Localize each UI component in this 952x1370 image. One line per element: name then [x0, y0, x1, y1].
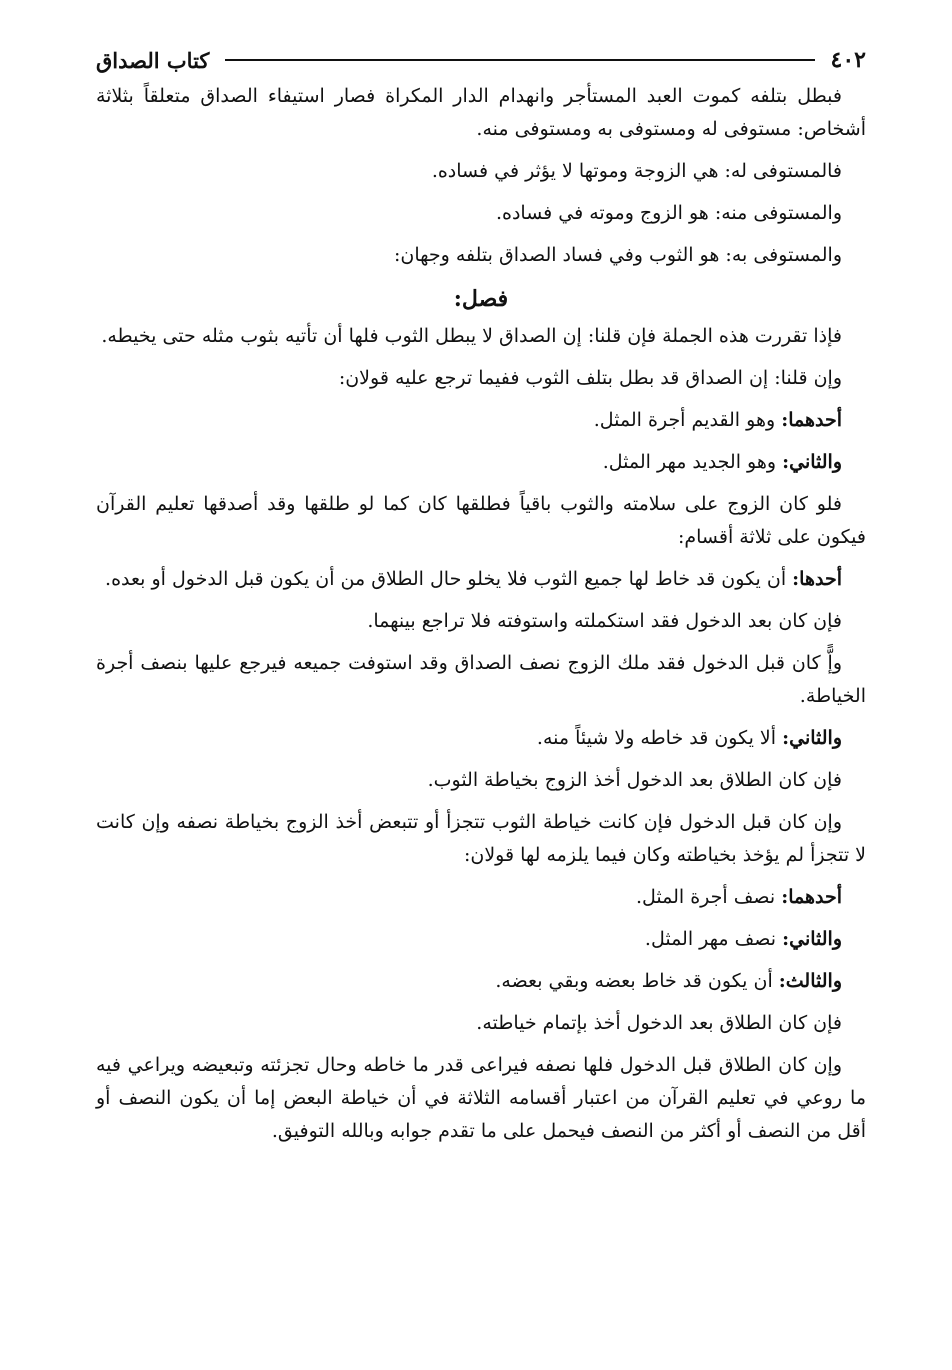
page: [96, 40, 866, 1148]
paragraph: فبطل بتلفه كموت العبد المستأجر وانهدام الدار المكراة فصار استيفاء الصداق متعلقاً بثلاثة أشخاص: مستوفى له ومستوفى به ومستوفى منه.: [96, 85, 866, 140]
paragraph: وإًّ كان قبل الدخول فقد ملك الزوج نصف الصداق وقد استوفت جميعه فيرجع عليها بنصف أجرة الخياطة.: [96, 652, 866, 707]
paragraph: والثاني: نصف مهر المثل.: [644, 928, 842, 950]
paragraph-lead: أحدها:: [792, 568, 842, 590]
book-title: كتاب الصداق: [96, 47, 210, 73]
paragraph: وإن كان قبل الدخول فإن كانت خياطة الثوب تتجزأ أو تتبعض أخذ الزوج بخياطة نصفه وإن كانت لا تتجزأ لم يؤخذ بخياطته وكان فيما يلزمه لها قولان:: [96, 811, 866, 866]
page-header: [96, 40, 866, 80]
paragraph: فإن كان بعد الدخول فقد استكملته واستوفته فلا تراجع بينهما.: [367, 610, 842, 632]
paragraph: والثاني: وهو الجديد مهر المثل.: [602, 451, 842, 473]
paragraph-lead: والثالث:: [778, 970, 842, 992]
paragraph: والثالث: أن يكون قد خاط بعضه وبقي بعضه.: [495, 970, 842, 992]
paragraph: والثاني: ألا يكون قد خاطه ولا شيئاً منه.: [536, 727, 842, 749]
paragraph: والمستوفى منه: هو الزوج وموته في فساده.: [495, 202, 842, 224]
paragraph: فالمستوفى له: هي الزوجة وموتها لا يؤثر في فساده.: [431, 160, 842, 182]
paragraph: أحدها: أن يكون قد خاط لها جميع الثوب فلا يخلو حال الطلاق من أن يكون قبل الدخول أو بعده.: [105, 568, 842, 590]
paragraph: فإذا تقررت هذه الجملة فإن قلنا: إن الصداق لا يبطل الثوب فلها أن تأتيه بثوب مثله حتى يخيطه.: [101, 325, 842, 347]
paragraph-lead: والثاني:: [782, 727, 842, 749]
paragraph: وإن قلنا: إن الصداق قد بطل بتلف الثوب ففيما ترجع عليه قولان:: [338, 367, 842, 389]
paragraph: فإن كان الطلاق بعد الدخول أخذ بإتمام خياطته.: [476, 1012, 842, 1034]
paragraph-lead: والثاني:: [782, 928, 842, 950]
header-rule: [225, 59, 814, 61]
paragraph: والمستوفى به: هو الثوب وفي فساد الصداق بتلفه وجهان:: [393, 244, 842, 266]
paragraph: فلو كان الزوج على سلامته والثوب باقياً فطلقها كان كما لو طلقها وقد أصدقها تعليم القرآن فيكون على ثلاثة أقسام:: [96, 493, 866, 548]
paragraph: وإن كان الطلاق قبل الدخول فلها نصفه فيراعى قدر ما خاطه وحال تجزئته وتبعيضه ويراعي فيه ما روعي في تعليم القرآن من اعتبار أقسامه الثلاثة في أن خياطة البعض إما أن يكون النصف أو أقل من النصف أو أكثر من النصف فيحمل على ما تقدم جوابه وبالله التوفيق.: [96, 1054, 866, 1142]
paragraph-lead: والثاني:: [782, 451, 842, 473]
paragraph: أحدهما: وهو القديم أجرة المثل.: [593, 409, 842, 431]
paragraph: فإن كان الطلاق بعد الدخول أخذ الزوج بخياطة الثوب.: [427, 769, 842, 791]
body-text: [96, 80, 866, 1148]
page-number: ٤٠٢: [830, 47, 866, 73]
paragraph-lead: أحدهما:: [781, 886, 842, 908]
paragraph: أحدهما: نصف أجرة المثل.: [635, 886, 842, 908]
paragraph-lead: أحدهما:: [781, 409, 842, 431]
section-heading: فصل:: [453, 286, 509, 312]
